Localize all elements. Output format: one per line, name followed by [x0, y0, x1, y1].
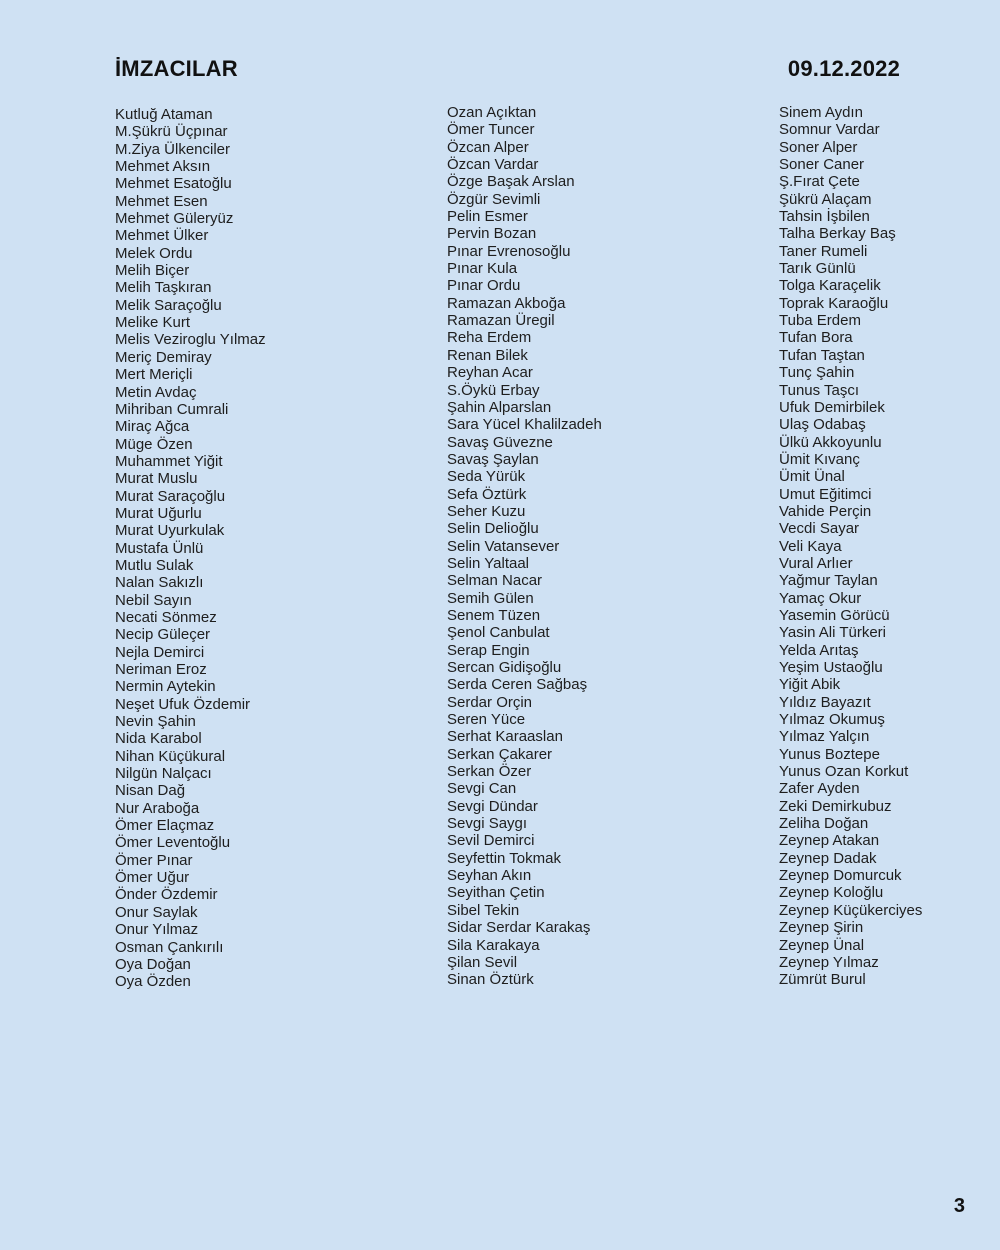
signatory-name: Yunus Boztepe	[779, 745, 880, 763]
signatory-name: Ş.Fırat Çete	[779, 173, 860, 191]
signatory-name: Reha Erdem	[447, 329, 532, 347]
signatory-name: Ramazan Akboğa	[447, 294, 566, 312]
signatory-name: Pelin Esmer	[447, 208, 528, 226]
signatory-name: Müge Özen	[115, 435, 193, 453]
signatory-name: Ramazan Üregil	[447, 312, 555, 330]
signatory-name: Umut Eğitimci	[779, 485, 872, 503]
signatory-name: Seyfettin Tokmak	[447, 849, 561, 867]
signatory-name: Seyhan Akın	[447, 867, 532, 885]
signatory-name: Serkan Özer	[447, 763, 532, 781]
signatory-name: Nida Karabol	[115, 730, 202, 748]
signatory-name: Zeliha Doğan	[779, 815, 869, 833]
signatory-name: Sidar Serdar Karakaş	[447, 919, 591, 937]
signatory-name: Ömer Elaçmaz	[115, 817, 215, 835]
signatory-name: Tuba Erdem	[779, 312, 861, 330]
signatory-name: Nevin Şahin	[115, 713, 196, 731]
signatory-name: Seyithan Çetin	[447, 884, 545, 902]
signatory-name: Onur Yılmaz	[115, 921, 199, 939]
signatory-name: Yeşim Ustaoğlu	[779, 659, 883, 676]
signatory-name: Yıldız Bayazıt	[779, 693, 871, 711]
signatory-name: Pervin Bozan	[447, 225, 537, 243]
signatory-name: Sevgi Saygı	[447, 815, 528, 833]
signatory-name: Mutlu Sulak	[115, 556, 194, 574]
signatory-name: Vecdi Sayar	[779, 520, 860, 538]
signatory-name: Selin Delioğlu	[447, 520, 539, 538]
signatory-name: Mustafa Ünlü	[115, 539, 204, 557]
signatory-name: Şenol Canbulat	[447, 624, 550, 642]
signatory-name: Zeynep Domurcuk	[779, 867, 902, 885]
signatory-name: Ozan Açıktan	[447, 104, 537, 121]
signatory-name: Selin Yaltaal	[447, 554, 530, 572]
signatory-name: Serdar Orçin	[447, 693, 533, 711]
signatory-name: Yasemin Görücü	[779, 606, 890, 624]
signatory-name: Oya Doğan	[115, 955, 191, 973]
signatory-name: Neşet Ufuk Özdemir	[115, 695, 251, 713]
signatory-name: Senem Tüzen	[447, 606, 541, 624]
signatory-name: Yiğit Abik	[779, 676, 841, 694]
signatory-name: Pınar Evrenosoğlu	[447, 242, 571, 260]
signatory-name: Ümit Ünal	[779, 468, 845, 486]
signatory-name: Ömer Uğur	[115, 869, 190, 887]
signatory-name: Yılmaz Okumuş	[779, 711, 885, 729]
page-header	[115, 54, 900, 84]
signatory-name: Şahin Alparslan	[447, 398, 552, 416]
signatory-name: Tarık Günlü	[779, 260, 856, 278]
signatory-name: Semih Gülen	[447, 589, 534, 607]
signatory-name: Selman Nacar	[447, 572, 543, 590]
signatory-name: Savaş Şaylan	[447, 450, 539, 468]
signatory-name: Ömer Pınar	[115, 851, 193, 869]
signatory-name: Serkan Çakarer	[447, 745, 553, 763]
signatory-name: Özcan Vardar	[447, 156, 539, 174]
signatory-name: Özcan Alper	[447, 138, 529, 156]
signatory-name: Tufan Taştan	[779, 346, 865, 364]
signatory-name: Tahsin İşbilen	[779, 208, 870, 226]
signatory-name: Sinem Aydın	[779, 104, 863, 121]
signatory-name: Serap Engin	[447, 641, 530, 659]
signatory-name: Melih Taşkıran	[115, 279, 212, 297]
signatory-name: Somnur Vardar	[779, 121, 880, 139]
signatory-name: Sercan Gidişoğlu	[447, 659, 562, 676]
signatory-name: Oya Özden	[115, 973, 191, 991]
signatory-name: Zeynep Koloğlu	[779, 884, 884, 902]
signatory-name: Zeynep Dadak	[779, 849, 877, 867]
signatories-column-2	[447, 104, 602, 989]
signatory-name: Zeynep Şirin	[779, 919, 864, 937]
signatory-name: Murat Muslu	[115, 470, 198, 488]
signatory-name: Mehmet Esatoğlu	[115, 175, 232, 193]
signatory-name: Sara Yücel Khalilzadeh	[447, 416, 602, 434]
signatory-name: Sinan Öztürk	[447, 971, 534, 989]
signatory-name: Yılmaz Yalçın	[779, 728, 870, 746]
signatory-name: Nihan Küçükural	[115, 747, 226, 765]
signatory-name: Sevgi Dündar	[447, 797, 538, 815]
signatory-name: Özgür Sevimli	[447, 190, 541, 208]
signatory-name: Veli Kaya	[779, 537, 842, 555]
signatory-name: Sila Karakaya	[447, 936, 540, 954]
signatory-name: Tolga Karaçelik	[779, 277, 881, 295]
signatory-name: Neriman Eroz	[115, 661, 207, 678]
signatory-name: Sevgi Can	[447, 780, 517, 798]
signatory-name: Nebil Sayın	[115, 591, 192, 609]
signatory-name: Mehmet Esen	[115, 192, 208, 210]
signatory-name: Zümrüt Burul	[779, 971, 866, 989]
signatory-name: Miraç Ağca	[115, 418, 190, 436]
signatory-name: Sevil Demirci	[447, 832, 535, 850]
signatory-name: Yağmur Taylan	[779, 572, 878, 590]
signatories-column-1	[115, 106, 266, 991]
signatory-name: S.Öykü Erbay	[447, 381, 540, 399]
signatory-name: Özge Başak Arslan	[447, 173, 575, 191]
signatory-name: Murat Uyurkulak	[115, 522, 225, 540]
signatory-name: Yunus Ozan Korkut	[779, 763, 909, 781]
signatory-name: Reyhan Acar	[447, 364, 533, 382]
signatory-name: Ömer Leventoğlu	[115, 834, 231, 852]
signatory-name: Vahide Perçin	[779, 502, 872, 520]
signatory-name: Soner Alper	[779, 138, 858, 156]
signatory-name: Ümit Kıvanç	[779, 450, 860, 468]
signatory-name: Selin Vatansever	[447, 537, 560, 555]
signatory-name: Nermin Aytekin	[115, 678, 216, 696]
signatory-name: Vural Arlıer	[779, 554, 853, 572]
signatory-name: Murat Saraçoğlu	[115, 487, 226, 505]
signatory-name: Sibel Tekin	[447, 901, 520, 919]
signatory-name: Tufan Bora	[779, 329, 853, 347]
signatory-name: Nejla Demirci	[115, 643, 205, 661]
signatory-name: Yelda Arıtaş	[779, 641, 859, 659]
signatory-name: Seda Yürük	[447, 468, 526, 486]
signatory-name: M.Ziya Ülkenciler	[115, 140, 231, 158]
signatory-name: Serhat Karaaslan	[447, 728, 563, 746]
signatory-name: Mihriban Cumrali	[115, 400, 229, 418]
signatory-name: Serda Ceren Sağbaş	[447, 676, 588, 694]
signatory-name: Meriç Demiray	[115, 348, 212, 366]
signatory-name: Tunus Taşcı	[779, 381, 860, 399]
signatory-name: Zeynep Atakan	[779, 832, 880, 850]
signatory-name: Zafer Ayden	[779, 780, 860, 798]
signatory-name: Taner Rumeli	[779, 242, 868, 260]
page-number: 3	[953, 1195, 965, 1217]
signatory-name: Soner Caner	[779, 156, 865, 174]
signatory-name: Melik Saraçoğlu	[115, 296, 222, 314]
signatory-name: Melike Kurt	[115, 314, 191, 332]
signatory-name: Zeynep Ünal	[779, 936, 865, 954]
signatory-name: Melis Veziroglu Yılmaz	[115, 331, 266, 349]
signatory-name: Şilan Sevil	[447, 953, 518, 971]
signatory-name: Necati Sönmez	[115, 608, 217, 626]
signatory-name: Zeynep Yılmaz	[779, 953, 879, 971]
signatory-name: Zeki Demirkubuz	[779, 797, 892, 815]
signatory-name: Onur Saylak	[115, 903, 198, 921]
signatory-name: Renan Bilek	[447, 346, 528, 364]
signatory-name: Ufuk Demirbilek	[779, 398, 885, 416]
signatory-name: Necip Güleçer	[115, 626, 211, 644]
signatory-name: Pınar Kula	[447, 260, 518, 278]
signatory-name: M.Şükrü Üçpınar	[115, 123, 228, 141]
signatory-name: Talha Berkay Baş	[779, 225, 896, 243]
signatory-name: Tunç Şahin	[779, 364, 855, 382]
page-title: İMZACILAR	[115, 56, 238, 81]
signatory-name: Nilgün Nalçacı	[115, 765, 212, 783]
signatory-name: Sefa Öztürk	[447, 485, 527, 503]
signatory-name: Nalan Sakızlı	[115, 574, 204, 592]
signatory-name: Yamaç Okur	[779, 589, 862, 607]
signatory-name: Melek Ordu	[115, 244, 193, 262]
signatory-name: Ulaş Odabaş	[779, 416, 866, 434]
signatory-name: Melih Biçer	[115, 262, 190, 280]
signatory-name: Seher Kuzu	[447, 502, 526, 520]
signatory-name: Pınar Ordu	[447, 277, 521, 295]
signatory-name: Toprak Karaoğlu	[779, 294, 889, 312]
signatory-name: Ülkü Akkoyunlu	[779, 433, 882, 451]
signatory-name: Kutluğ Ataman	[115, 106, 213, 123]
signatory-name: Seren Yüce	[447, 711, 526, 729]
signatory-name: Metin Avdaç	[115, 383, 197, 401]
signatory-name: Savaş Güvezne	[447, 433, 553, 451]
signatory-name: Nur Araboğa	[115, 799, 200, 817]
signatory-name: Murat Uğurlu	[115, 504, 202, 522]
signatory-name: Mehmet Güleryüz	[115, 210, 234, 228]
signatories-column-3	[779, 104, 922, 989]
page-date: 09.12.2022	[787, 56, 900, 81]
signatory-name: Yasin Ali Türkeri	[779, 624, 886, 642]
signatory-name: Mehmet Ülker	[115, 227, 209, 245]
signatory-name: Osman Çankırılı	[115, 938, 224, 956]
signatory-name: Zeynep Küçükerciyes	[779, 901, 923, 919]
signatory-name: Nisan Dağ	[115, 782, 186, 800]
signatory-name: Ömer Tuncer	[447, 121, 535, 139]
signatory-name: Muhammet Yiğit	[115, 452, 223, 470]
signatory-name: Mehmet Aksın	[115, 158, 211, 176]
signatory-name: Önder Özdemir	[115, 886, 218, 904]
signatory-name: Mert Meriçli	[115, 366, 193, 384]
signatory-name: Şükrü Alaçam	[779, 190, 872, 208]
